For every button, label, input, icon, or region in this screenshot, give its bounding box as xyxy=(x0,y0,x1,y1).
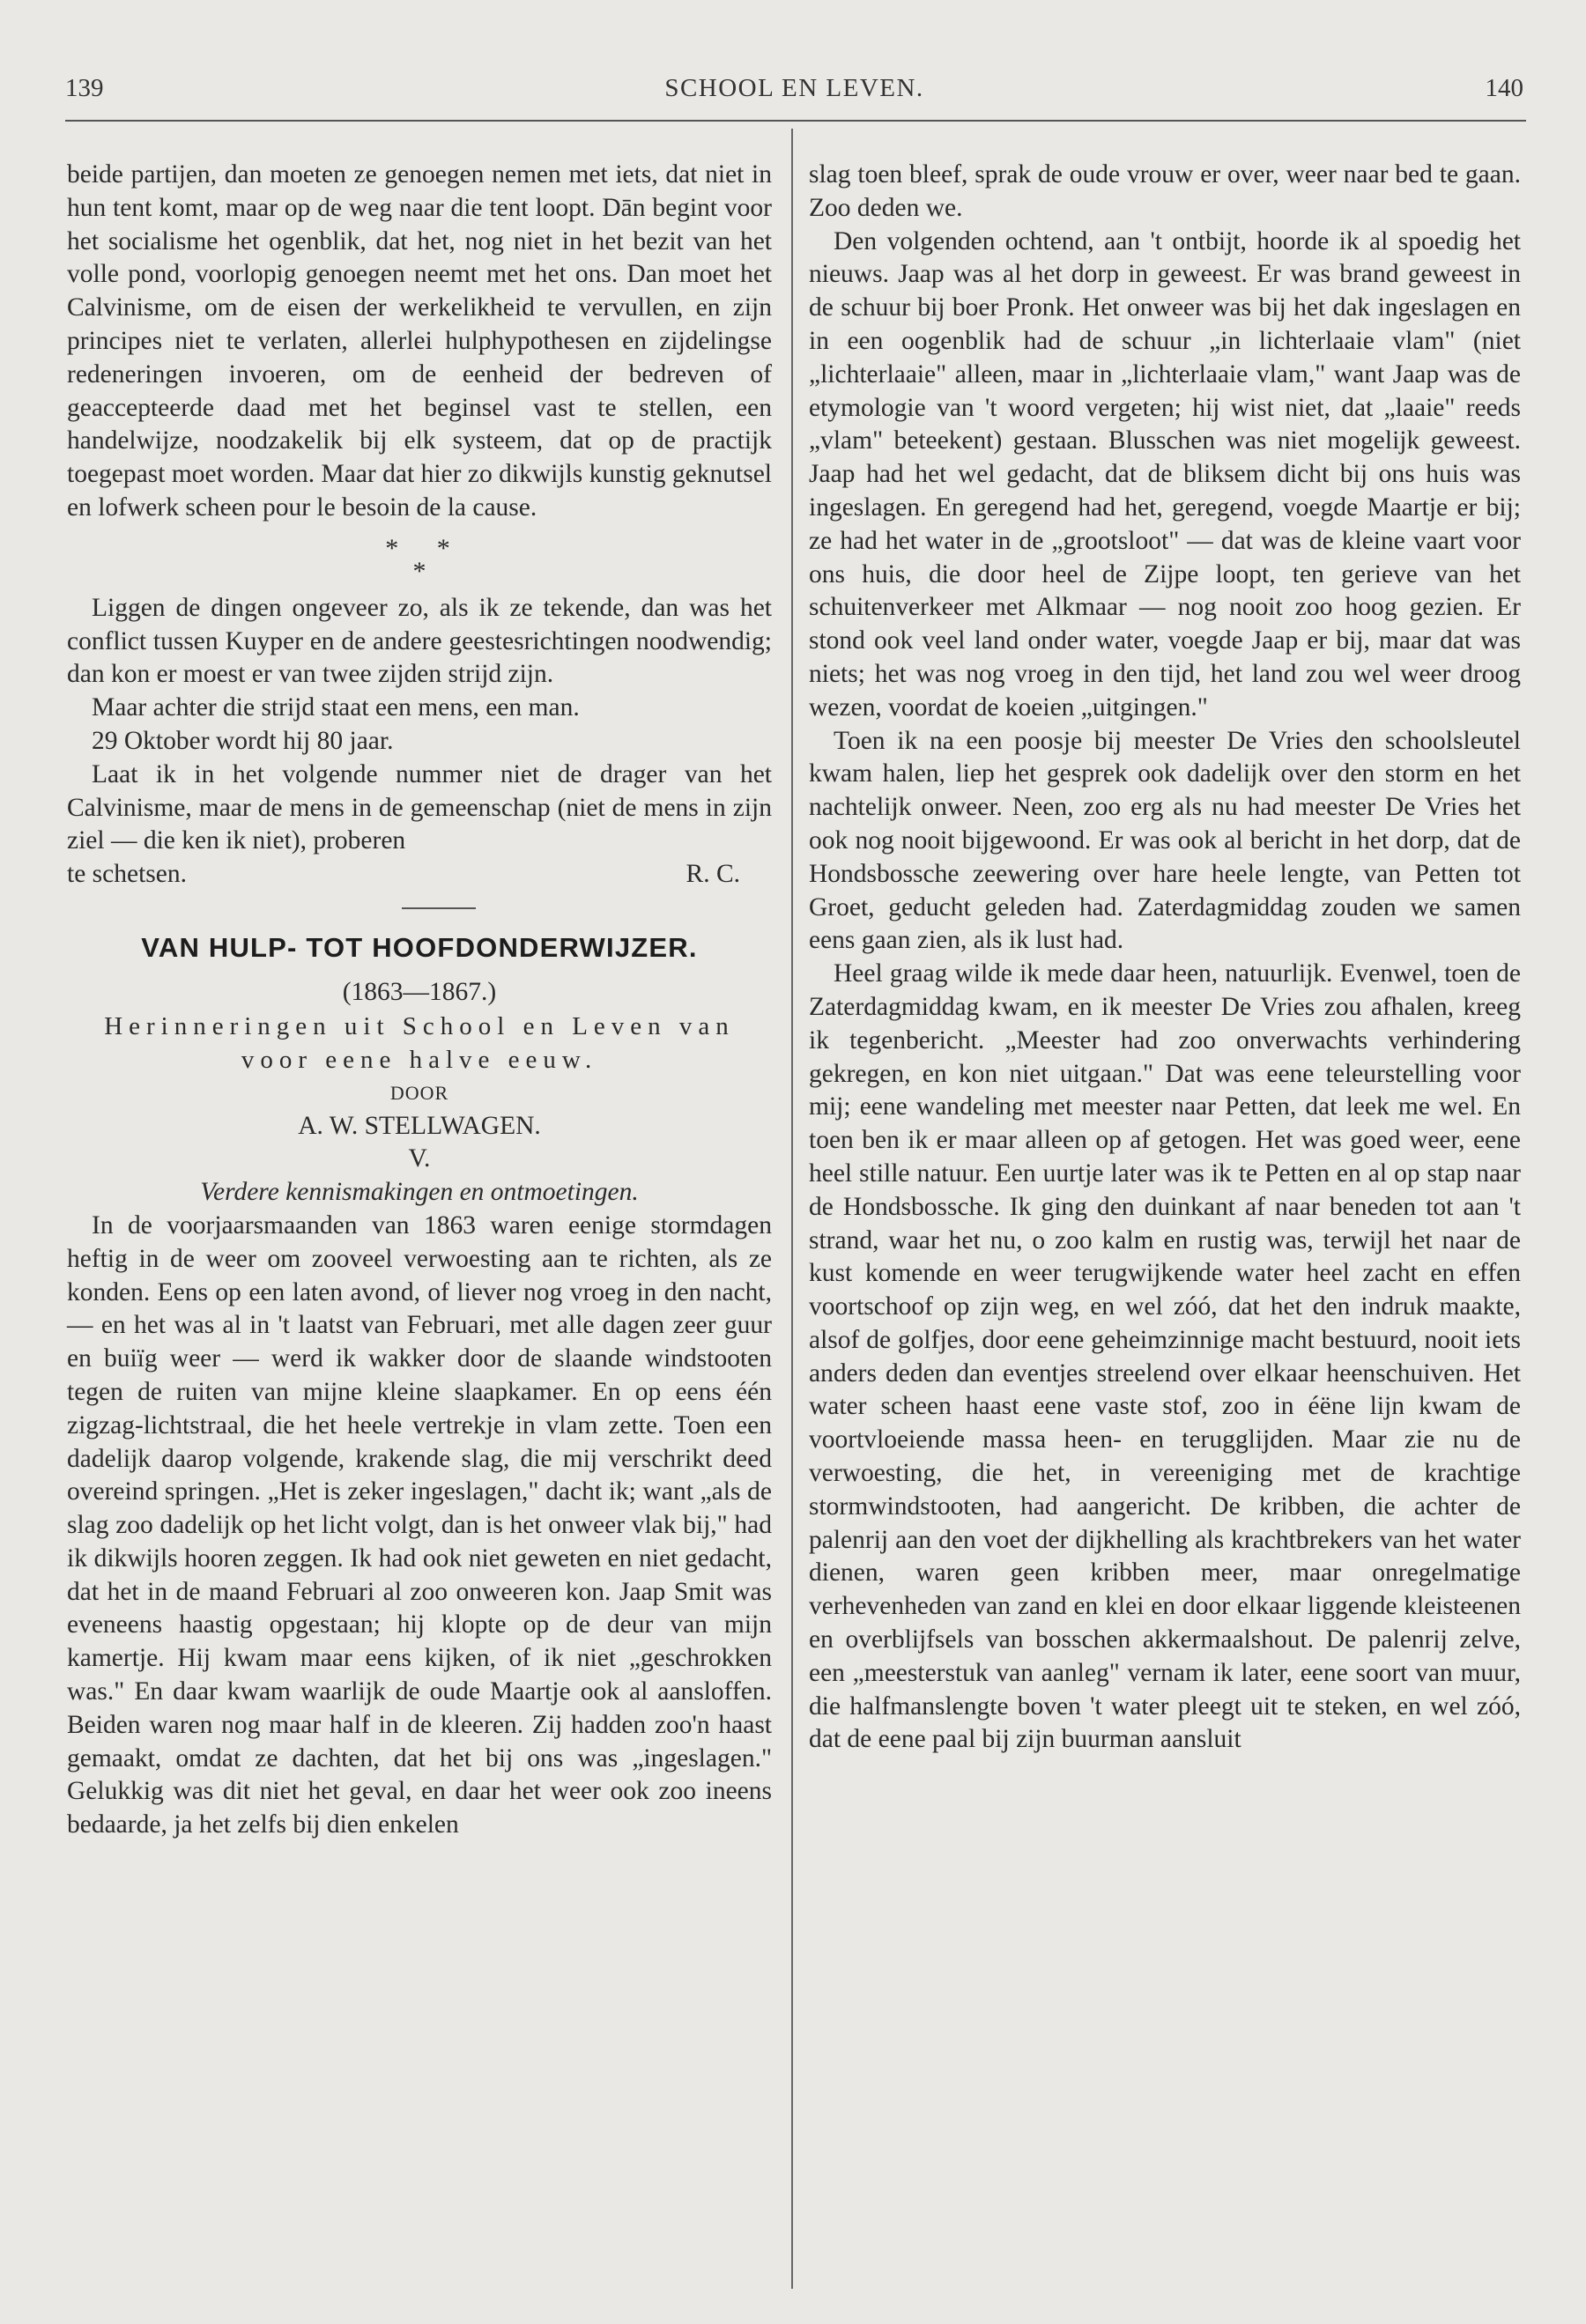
article-subtitle: Herinneringen uit School en Leven van xyxy=(104,1011,735,1040)
paragraph: Heel graag wilde ik mede daar heen, natuurlijk. Evenwel, toen de Zaterdagmiddag kwam, en ik meester De Vries zou afhalen, kreeg ik tegenbericht. „Meester had zoo onverwachts verhindering gekregen, en kon niet uitgaan." Dat was eene teleurstelling voor mij; eene wandeling met meester naar Petten, dat leek me wel. En toen ben ik er maar alleen op af getogen. Het was goed weer, eene heel stille natuur. Een uurtje later was ik te Petten en al op stap naar de Hondsbossche. Ik ging den duinkant af naar beneden tot aan 't strand, waar het nu, o zoo kalm en rustig was, terwijl het naar de kust komende en weer terugwijkende water heel zacht en effen voortschoof op zijn weg, en wel zóó, dat het den indruk maakte, alsof de golfjes, door eene geheimzinnige macht bestuurd, nooit iets anders deden dan eventjes streelend over elkaar heenschuiven. Het water scheen haast eene vaste stof, zoo in éëne lijn kwam de voortvloeiende massa heen- en terugglijden. Maar zie nu de verwoesting, die het, in vereeniging met de krachtige stormwindstooten, had aangericht. De kribben, die achter de palenrij aan den voet der dijkhelling als krachtbrekers van het water dienen, waren geen kribben meer, maar onregelmatige verhevenheden van zand en klei en door elkaar liggende kleisteenen en overblijfsels van bosschen akkermaalshout. De palenrij zelve, een „meesterstuk van aanleg" vernam ik later, eene soort van muur, die halfmanslengte boven 't water pleegt uit te steken, en wel zóó, dat de eene paal bij zijn buurman aansluit xyxy=(809,959,1521,1754)
article-title: VAN HULP- TOT HOOFDONDERWIJZER. xyxy=(141,931,698,963)
author-name: A. W. STELLWAGEN. xyxy=(298,1111,541,1140)
chapter-number: V. xyxy=(408,1144,431,1173)
paragraph: Laat ik in het volgende nummer niet de drager van het Calvinisme, maar de mens in de gemeenschap (niet de mens in zijn ziel — die ken ik niet), proberen xyxy=(67,759,772,855)
page-number-left: 139 xyxy=(65,74,104,102)
paragraph: Toen ik na een poosje bij meester De Vries den schoolsleutel kwam halen, liep het gesprek ook dadelijk over den storm en het nachtelijk onweer. Neen, zoo erg als nu had meester De Vries het ook nog nooit bijgewoond. Er was ook al bericht in het dorp, dat de Hondsbossche zeewering over hare heele lengte, van Petten tot Groet, geducht geleden had. Zaterdagmiddag zouden we samen eens gaan zien, als ik lust had. xyxy=(809,726,1521,955)
article-years: (1863—1867.) xyxy=(342,977,497,1006)
section-break-asterisks: * * * xyxy=(385,533,466,586)
left-column xyxy=(67,159,772,1842)
paragraph: Maar achter die strijd staat een mens, een man. xyxy=(92,693,580,722)
page-number-right: 140 xyxy=(1485,74,1523,102)
column-divider xyxy=(791,129,793,2289)
paragraph: 29 Oktober wordt hij 80 jaar. xyxy=(92,726,394,755)
paragraph: In de voorjaarsmaanden van 1863 waren eenige stormdagen heftig in de weer om zooveel verwoesting aan te richten, als ze konden. Eens op een laten avond, of liever nog vroeg in den nacht, — en het was al in 't laatst van Februari, met alle dagen zeer guur en buiïg weer — werd ik wakker door de slaande windstooten tegen de ruiten van mijne kleine slaapkamer. En op eens één zigzag-lichtstraal, die het heele vertrekje in vlam zette. Toen een dadelijk daarop volgende, krakende slag, die mij verschrikt deed overeind springen. „Het is zeker ingeslagen," dacht ik; want „als de slag zoo dadelijk op het licht volgt, dan is het onweer vlak bij," had ik dikwijls hooren zeggen. Ik had ook niet geweten en niet gedacht, dat het in de maand Februari al zoo onweeren kon. Jaap Smit was eveneens haastig opgestaan; hij klopte op de deur van mijn kamertje. Hij kwam maar eens kijken, of ik niet „geschrokken was." En daar kwam waarlijk de oude Maartje ook al aansloffen. Beiden waren nog maar half in de kleeren. Zij hadden zoo'n haast gemaakt, omdat ze dachten, dat het bij ons was „ingeslagen." Gelukkig was dit niet het geval, en daar het weer ook zoo ineens bedaarde, ja het zelfs bij dien enkelen xyxy=(67,1210,772,1839)
paragraph-end: te schetsen. xyxy=(67,860,187,889)
page-header xyxy=(65,74,1523,118)
article-separator xyxy=(402,907,476,909)
article-subtitle: voor eene halve eeuw. xyxy=(241,1045,598,1074)
paragraph: slag toen bleef, sprak de oude vrouw er over, weer naar bed te gaan. Zoo deden we. xyxy=(809,160,1521,222)
paragraph: beide partijen, dan moeten ze genoegen nemen met iets, dat niet in hun tent komt, maar op de weg naar die tent loopt. Dān begint voor het socialisme het ogenblik, dat het, nog niet in het bezit van het volle pond, voorlopig genoegen neemt met het ons. Dan moet het Calvinisme, om de eisen der werkelikheid te vervullen, en zijn principes niet te verlaten, allerlei hulphypothesen en zijdelingse redeneringen invoeren, om de eenheid der bedreven of geaccepteerde daad met het beginsel vast te stellen, een handelwijze, noodzakelik bij elk systeem, dat op de practijk toegepast moet worden. Maar dat hier zo dikwijls kunstig geknutsel en lofwerk scheen pour le besoin de la cause. xyxy=(67,160,772,522)
paragraph: Den volgenden ochtend, aan 't ontbijt, hoorde ik al spoedig het nieuws. Jaap was al het dorp in geweest. Er was brand geweest in de schuur bij boer Pronk. Het onweer was bij het dak ingeslagen en in een oogenblik had de schuur „in lichterlaaie vlam" (niet „lichterlaaie" alleen, maar in „lichterlaaie vlam," want Jaap was de etymologie van 't woord vergeten; hij wist niet, dat „laaie" reeds „vlam" beteekent) gestaan. Blusschen was niet mogelijk geweest. Jaap had het wel gedacht, dat de bliksem dicht bij ons huis was ingeslagen. En geregend had het, geregend, voegde Maartje er bij; ze had het water in de „grootsloot" — dat was de kleine vaart voor ons huis, die door heel de Zijpe loopt, ten gerieve van het schuitenverkeer met Alkmaar — nog nooit zoo hoog gezien. Er stond ook veel land onder water, voegde Jaap er bij, maar dat was niets; het was nog vroeg in den tijd, het land zou wel weer droog wezen, voordat de koeien „uitgingen." xyxy=(809,226,1521,722)
closing-line xyxy=(67,858,772,892)
paragraph: Liggen de dingen ongeveer zo, als ik ze tekende, dan was het conflict tussen Kuyper en de andere geestesrichtingen noodwendig; dan kon er moest er van twee zijden strijd zijn. xyxy=(67,593,772,689)
header-rule xyxy=(65,120,1526,122)
right-column xyxy=(809,159,1521,1757)
author-initials: R. C. xyxy=(686,860,740,889)
byline-label: DOOR xyxy=(389,1081,449,1104)
chapter-title: Verdere kennismakingen en ontmoetingen. xyxy=(200,1178,639,1207)
running-title: SCHOOL EN LEVEN. xyxy=(664,74,924,102)
